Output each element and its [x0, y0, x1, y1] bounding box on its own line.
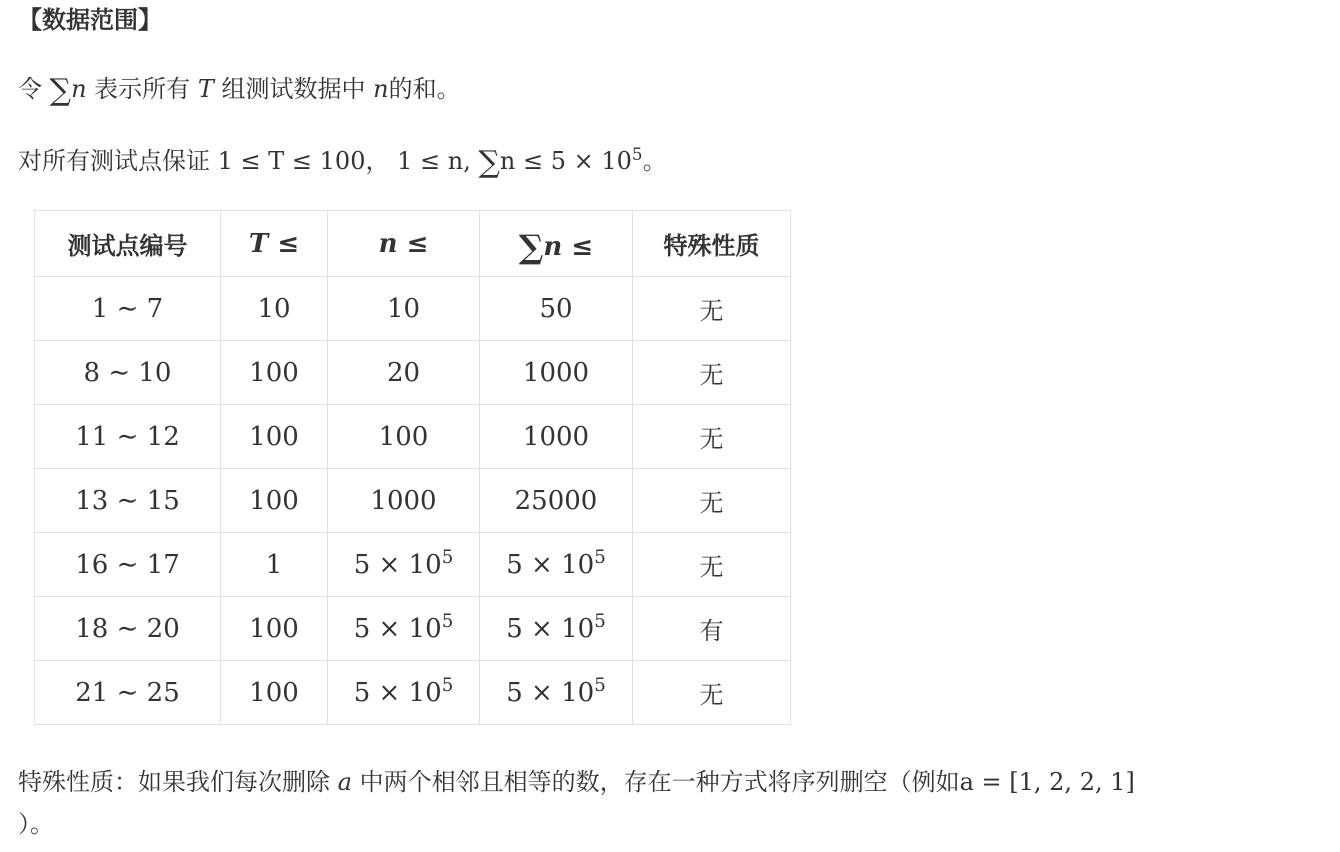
header-T-max: T ≤ — [221, 211, 328, 277]
section-heading: 【数据范围】 — [18, 6, 162, 34]
table-row: 16 ∼ 17 1 $5 \times 10^5$ $5 \times 10^5$ 无 — [35, 533, 791, 597]
header-testcase-id: 测试点编号 — [35, 211, 221, 277]
sum-definition-paragraph: 令 ∑n 表示所有 T 组测试数据中 n的和。 — [18, 73, 461, 108]
sum-expression: ∑n — [49, 73, 87, 108]
table-header-row — [35, 211, 791, 277]
constraints-paragraph: 对所有测试点保证 1 ≤ T ≤ 100， 1 ≤ n, $\sum n \le 5 \times 10^5$。 — [18, 143, 667, 180]
special-property-paragraph-end: ）。 — [18, 810, 54, 838]
table-row: 18 ∼ 20 100 $5 \times 10^5$ $5 \times 10^5$ 有 — [35, 597, 791, 661]
header-n-max: n ≤ — [328, 211, 480, 277]
special-property-paragraph: 特殊性质：如果我们每次删除 a 中两个相邻且相等的数，存在一种方式将序列删空（例如a = [1, 2, 2, 1] — [18, 768, 1135, 796]
constraint-n: 1 ≤ n, $\sum n \le 5 \times 10^5$ — [397, 143, 643, 180]
data-range-table — [34, 210, 791, 725]
header-special-property: 特殊性质 — [633, 211, 791, 277]
constraint-T: 1 ≤ T ≤ 100 — [217, 147, 366, 175]
var-a: a — [337, 768, 352, 796]
var-T: T — [197, 75, 214, 103]
table-row: 11 ∼ 12 100 100 1000 无 — [35, 405, 791, 469]
table-row: 8 ∼ 10 100 20 1000 无 — [35, 341, 791, 405]
table-row: 13 ∼ 15 100 1000 25000 无 — [35, 469, 791, 533]
header-sum-n-max: ∑n ≤ — [480, 211, 633, 277]
table-row: 21 ∼ 25 100 $5 \times 10^5$ $5 \times 10^5$ 无 — [35, 661, 791, 725]
var-n: n — [373, 75, 389, 103]
table-row: 1 ∼ 7 10 10 50 无 — [35, 277, 791, 341]
example-array: a = [1, 2, 2, 1] — [959, 768, 1135, 796]
